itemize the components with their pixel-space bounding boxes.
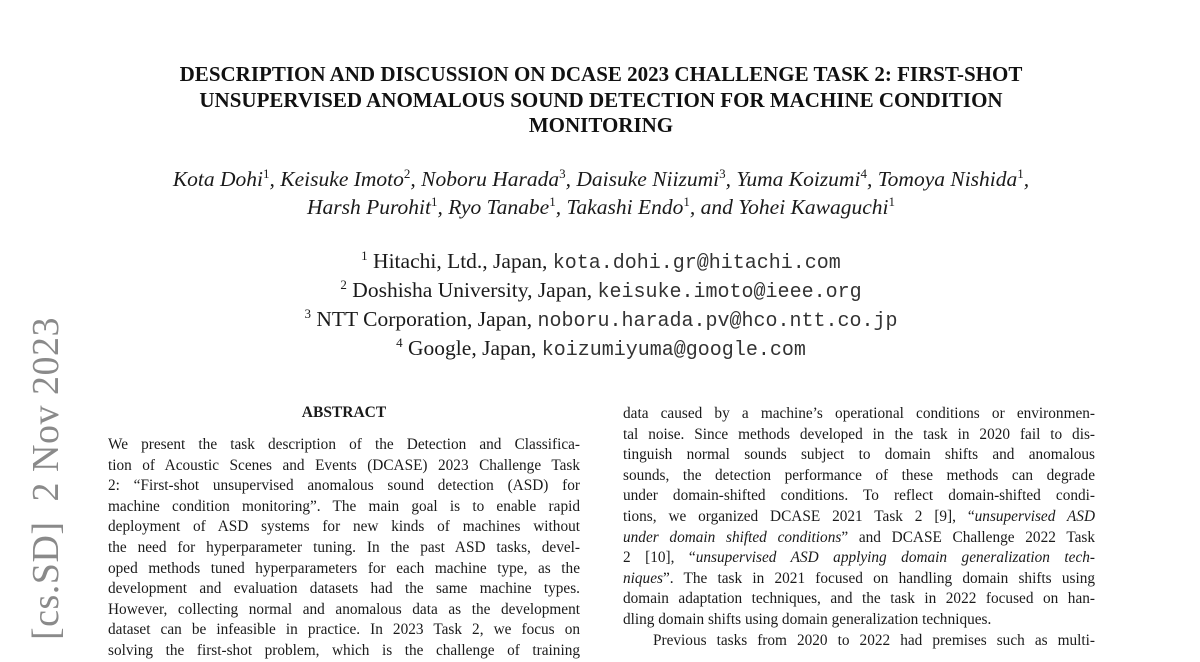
abstract-line: deployment of ASD systems for new kinds of machines without [108,518,580,536]
paper-title [100,62,1102,139]
body-line [623,610,1095,631]
abstract-line: development and evaluation datasets had the same machine types. [108,580,580,598]
author: and Yohei Kawaguchi$^1$ [700,194,896,219]
abstract-section [108,403,580,662]
abstract-line: dataset can be infeasible in practice. In 2023 Task 2, we focus on [108,621,580,639]
abstract-body [108,435,580,662]
body-line [623,548,1095,569]
email-link[interactable]: keisuke.imoto@ieee.org [597,281,862,304]
affiliation-list [100,248,1102,364]
text-run: sounds, the detection performance of these methods can degrade [623,466,1095,484]
text-run: tinguish normal sounds subject to domain shifts and anomalous [623,446,1095,464]
right-column-body [623,404,1095,651]
body-line [623,404,1095,425]
italic-run: unsupervised ASD applying domain generalization tech- [695,549,1095,567]
author: Harsh Purohit$^1$ [306,194,438,219]
email-link[interactable]: koizumiyuma@google.com [541,339,806,362]
author-line: Harsh Purohit$^1$, Ryo Tanabe$^1$, Takashi Endo$^1$, and Yohei Kawaguchi$^1$ [306,194,896,219]
text-run: tal noise. Since methods developed in the task in 2020 fail to dis- [623,425,1095,443]
author-list [100,165,1102,221]
body-line [623,507,1095,528]
abstract-line: oped methods tuned hyperparameters for each machine type, as the [108,559,580,577]
affiliation: $^4$ Google, Japan, koizumiyuma@google.com [396,335,806,362]
abstract-line: However, collecting normal and anomalous data as the development [108,600,580,618]
body-line [623,445,1095,466]
title-line: UNSUPERVISED ANOMALOUS SOUND DETECTION FOR MACHINE CONDITION [199,87,1003,112]
email-link[interactable]: noboru.harada.pv@hco.ntt.co.jp [537,310,898,333]
text-run: data caused by a machine’s operational conditions or environmen- [623,405,1095,422]
title-line: MONITORING [528,113,674,137]
italic-run: unsupervised ASD [974,507,1095,525]
text-run: 2 [10], “ [623,549,696,567]
text-run: ”. The task in 2021 focused on handling domain shifts using [662,569,1095,587]
arxiv-stamp: [cs.SD] 2 Nov 2023 [25,317,67,640]
author: Yuma Koizumi$^4$ [736,166,867,191]
author: Tomoya Nishida$^1$ [877,166,1024,191]
text-run: domain adaptation techniques, and the task in 2022 focused on han- [623,590,1095,608]
abstract-line: 2: “First-shot unsupervised anomalous sound detection (ASD) for [108,477,580,495]
text-run: Previous tasks from 2020 to 2022 had premises such as multi- [653,631,1095,649]
abstract-line: tion of Acoustic Scenes and Events (DCASE) 2023 Challenge Task [108,456,580,474]
author-line: Kota Dohi$^1$, Keisuke Imoto$^2$, Noboru Harada$^3$, Daisuke Niizumi$^3$, Yuma Koizumi$^4$, Tomoya Nishida$^1$, [172,166,1030,191]
affiliation: $^2$ Doshisha University, Japan, keisuke.imoto@ieee.org [340,277,862,304]
author: Noboru Harada$^3$ [421,166,566,191]
affiliation: $^1$ Hitachi, Ltd., Japan, kota.dohi.gr@hitachi.com [361,248,841,275]
abstract-line: We present the task description of the Detection and Classifica- [108,436,580,453]
affiliation: $^3$ NTT Corporation, Japan, noboru.harada.pv@hco.ntt.co.jp [304,306,898,333]
body-line [623,466,1095,487]
abstract-line: machine condition monitoring”. The main goal is to enable rapid [108,497,580,515]
author: Ryo Tanabe$^1$ [448,194,556,219]
body-line [623,569,1095,590]
author: Keisuke Imoto$^2$ [280,166,411,191]
italic-run: niques [623,569,663,587]
body-line [623,589,1095,610]
body-line [623,631,1095,652]
text-run: dling domain shifts using domain generalization techniques. [623,610,992,628]
abstract-line: solving the first-shot problem, which is the challenge of training [108,641,580,659]
right-column-text [623,404,1095,651]
text-run: tions, we organized DCASE 2021 Task 2 [9], “ [623,507,975,525]
author: Daisuke Niizumi$^3$ [576,166,726,191]
text-run: under domain-shifted conditions. To reflect domain-shifted condi- [623,487,1095,505]
italic-run: under domain shifted conditions [623,528,842,546]
author: Takashi Endo$^1$ [566,194,690,219]
email-link[interactable]: kota.dohi.gr@hitachi.com [552,252,841,275]
author: Kota Dohi$^1$ [172,166,270,191]
body-line [623,528,1095,549]
body-line [623,486,1095,507]
title-line: DESCRIPTION AND DISCUSSION ON DCASE 2023 CHALLENGE TASK 2: FIRST-SHOT [179,62,1023,86]
abstract-line: the need for hyperparameter tuning. In the past ASD tasks, devel- [108,538,580,556]
body-line [623,425,1095,446]
abstract-heading: ABSTRACT [301,404,387,421]
text-run: ” and DCASE Challenge 2022 Task [841,528,1095,546]
